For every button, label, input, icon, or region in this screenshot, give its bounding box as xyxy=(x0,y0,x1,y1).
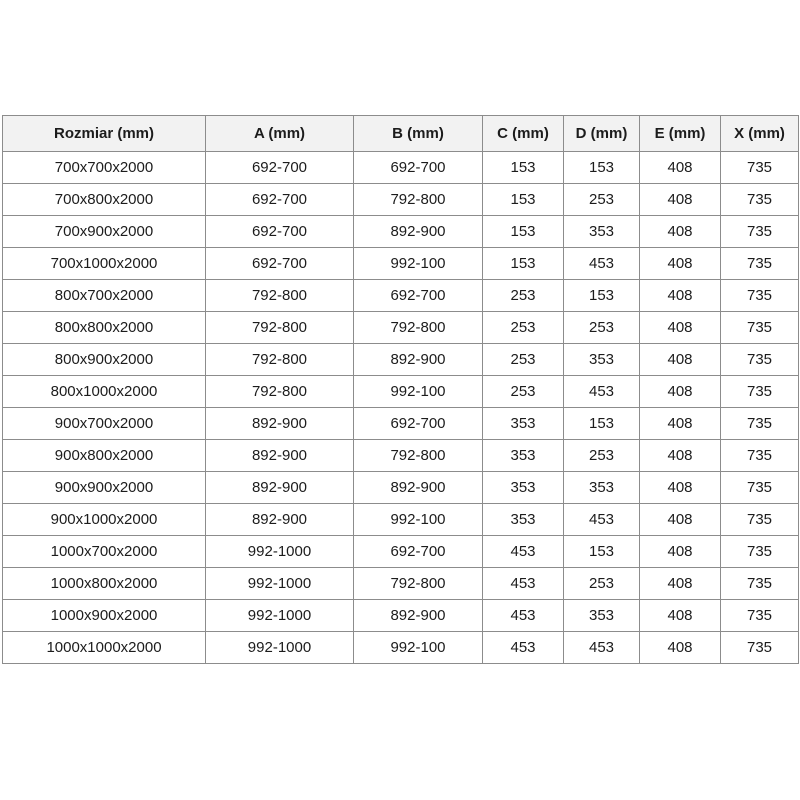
table-cell: 735 xyxy=(721,152,799,184)
column-header-e: E (mm) xyxy=(640,116,721,152)
table-row xyxy=(3,344,799,376)
table-cell: 408 xyxy=(640,568,721,600)
table-cell: 153 xyxy=(564,280,640,312)
table-cell: 453 xyxy=(564,376,640,408)
table-cell: 792-800 xyxy=(354,568,483,600)
table-row xyxy=(3,184,799,216)
table-cell: 408 xyxy=(640,184,721,216)
table-cell: 992-100 xyxy=(354,632,483,664)
table-cell: 735 xyxy=(721,632,799,664)
table-cell: 253 xyxy=(564,184,640,216)
table-cell: 692-700 xyxy=(206,216,354,248)
table-cell: 408 xyxy=(640,472,721,504)
column-header-d: D (mm) xyxy=(564,116,640,152)
table-cell: 1000x800x2000 xyxy=(3,568,206,600)
table-cell: 153 xyxy=(483,248,564,280)
table-cell: 700x700x2000 xyxy=(3,152,206,184)
table-cell: 792-800 xyxy=(354,440,483,472)
table-cell: 253 xyxy=(483,376,564,408)
column-header-rozmiar: Rozmiar (mm) xyxy=(3,116,206,152)
table-cell: 692-700 xyxy=(354,280,483,312)
table-cell: 453 xyxy=(483,536,564,568)
table-cell: 892-900 xyxy=(354,600,483,632)
table-cell: 735 xyxy=(721,184,799,216)
table-cell: 353 xyxy=(564,216,640,248)
table-cell: 153 xyxy=(564,408,640,440)
table-cell: 735 xyxy=(721,312,799,344)
table-row xyxy=(3,408,799,440)
table-cell: 735 xyxy=(721,344,799,376)
table-cell: 735 xyxy=(721,376,799,408)
table-cell: 792-800 xyxy=(206,312,354,344)
table-row xyxy=(3,216,799,248)
table-cell: 453 xyxy=(564,248,640,280)
table-cell: 800x700x2000 xyxy=(3,280,206,312)
table-cell: 692-700 xyxy=(354,536,483,568)
table-row xyxy=(3,312,799,344)
table-cell: 735 xyxy=(721,248,799,280)
table-cell: 408 xyxy=(640,280,721,312)
table-cell: 792-800 xyxy=(206,344,354,376)
table-cell: 900x800x2000 xyxy=(3,440,206,472)
table-cell: 408 xyxy=(640,152,721,184)
table-cell: 408 xyxy=(640,504,721,536)
table-cell: 153 xyxy=(483,216,564,248)
table-cell: 735 xyxy=(721,600,799,632)
table-cell: 992-100 xyxy=(354,248,483,280)
table-cell: 992-1000 xyxy=(206,536,354,568)
table-cell: 253 xyxy=(483,312,564,344)
table-cell: 892-900 xyxy=(206,440,354,472)
table-cell: 408 xyxy=(640,600,721,632)
table-cell: 992-100 xyxy=(354,376,483,408)
table-cell: 692-700 xyxy=(354,152,483,184)
table-cell: 153 xyxy=(564,536,640,568)
table-row xyxy=(3,600,799,632)
table-row xyxy=(3,376,799,408)
column-header-a: A (mm) xyxy=(206,116,354,152)
table-cell: 735 xyxy=(721,408,799,440)
table-cell: 735 xyxy=(721,504,799,536)
table-cell: 892-900 xyxy=(206,504,354,536)
table-cell: 892-900 xyxy=(206,408,354,440)
table-cell: 692-700 xyxy=(206,152,354,184)
table-row xyxy=(3,472,799,504)
table-cell: 992-100 xyxy=(354,504,483,536)
table-cell: 900x900x2000 xyxy=(3,472,206,504)
table-cell: 153 xyxy=(483,184,564,216)
table-cell: 992-1000 xyxy=(206,568,354,600)
header-row xyxy=(3,116,799,152)
table-cell: 353 xyxy=(483,472,564,504)
table-cell: 900x1000x2000 xyxy=(3,504,206,536)
table-cell: 153 xyxy=(483,152,564,184)
table-cell: 253 xyxy=(564,568,640,600)
table-cell: 408 xyxy=(640,408,721,440)
table-cell: 353 xyxy=(564,600,640,632)
table-cell: 692-700 xyxy=(354,408,483,440)
table-cell: 735 xyxy=(721,568,799,600)
table-cell: 153 xyxy=(564,152,640,184)
table-cell: 408 xyxy=(640,248,721,280)
table-cell: 735 xyxy=(721,472,799,504)
table-cell: 892-900 xyxy=(354,344,483,376)
table-cell: 735 xyxy=(721,536,799,568)
table-cell: 353 xyxy=(483,440,564,472)
table-cell: 353 xyxy=(483,504,564,536)
table-cell: 453 xyxy=(483,568,564,600)
table-cell: 1000x700x2000 xyxy=(3,536,206,568)
table-cell: 253 xyxy=(564,312,640,344)
table-row xyxy=(3,632,799,664)
table-cell: 353 xyxy=(483,408,564,440)
column-header-b: B (mm) xyxy=(354,116,483,152)
table-cell: 408 xyxy=(640,632,721,664)
table-row xyxy=(3,536,799,568)
table-cell: 408 xyxy=(640,440,721,472)
table-cell: 735 xyxy=(721,216,799,248)
table-cell: 453 xyxy=(564,504,640,536)
table-cell: 700x900x2000 xyxy=(3,216,206,248)
table-cell: 353 xyxy=(564,472,640,504)
table-cell: 892-900 xyxy=(206,472,354,504)
table-cell: 1000x900x2000 xyxy=(3,600,206,632)
table-cell: 408 xyxy=(640,344,721,376)
table-cell: 735 xyxy=(721,280,799,312)
table-cell: 792-800 xyxy=(206,280,354,312)
table-cell: 692-700 xyxy=(206,248,354,280)
table-row xyxy=(3,248,799,280)
table-cell: 800x900x2000 xyxy=(3,344,206,376)
table-cell: 792-800 xyxy=(206,376,354,408)
table-row xyxy=(3,152,799,184)
table-row xyxy=(3,568,799,600)
table-cell: 892-900 xyxy=(354,472,483,504)
table-cell: 453 xyxy=(483,632,564,664)
table-body xyxy=(3,152,799,664)
size-table xyxy=(2,115,799,664)
table-cell: 792-800 xyxy=(354,184,483,216)
column-header-x: X (mm) xyxy=(721,116,799,152)
table-cell: 735 xyxy=(721,440,799,472)
table-cell: 253 xyxy=(564,440,640,472)
table-cell: 792-800 xyxy=(354,312,483,344)
table-cell: 700x800x2000 xyxy=(3,184,206,216)
table-cell: 253 xyxy=(483,280,564,312)
table-row xyxy=(3,280,799,312)
table-row xyxy=(3,504,799,536)
table-cell: 408 xyxy=(640,216,721,248)
table-cell: 408 xyxy=(640,376,721,408)
table-cell: 992-1000 xyxy=(206,632,354,664)
table-cell: 253 xyxy=(483,344,564,376)
table-cell: 800x1000x2000 xyxy=(3,376,206,408)
table-cell: 453 xyxy=(483,600,564,632)
column-header-c: C (mm) xyxy=(483,116,564,152)
table-cell: 800x800x2000 xyxy=(3,312,206,344)
table-cell: 892-900 xyxy=(354,216,483,248)
table-cell: 353 xyxy=(564,344,640,376)
table-cell: 692-700 xyxy=(206,184,354,216)
table-cell: 1000x1000x2000 xyxy=(3,632,206,664)
table-cell: 992-1000 xyxy=(206,600,354,632)
table-cell: 408 xyxy=(640,536,721,568)
table-cell: 453 xyxy=(564,632,640,664)
table-cell: 700x1000x2000 xyxy=(3,248,206,280)
table-cell: 408 xyxy=(640,312,721,344)
table-cell: 900x700x2000 xyxy=(3,408,206,440)
table-row xyxy=(3,440,799,472)
